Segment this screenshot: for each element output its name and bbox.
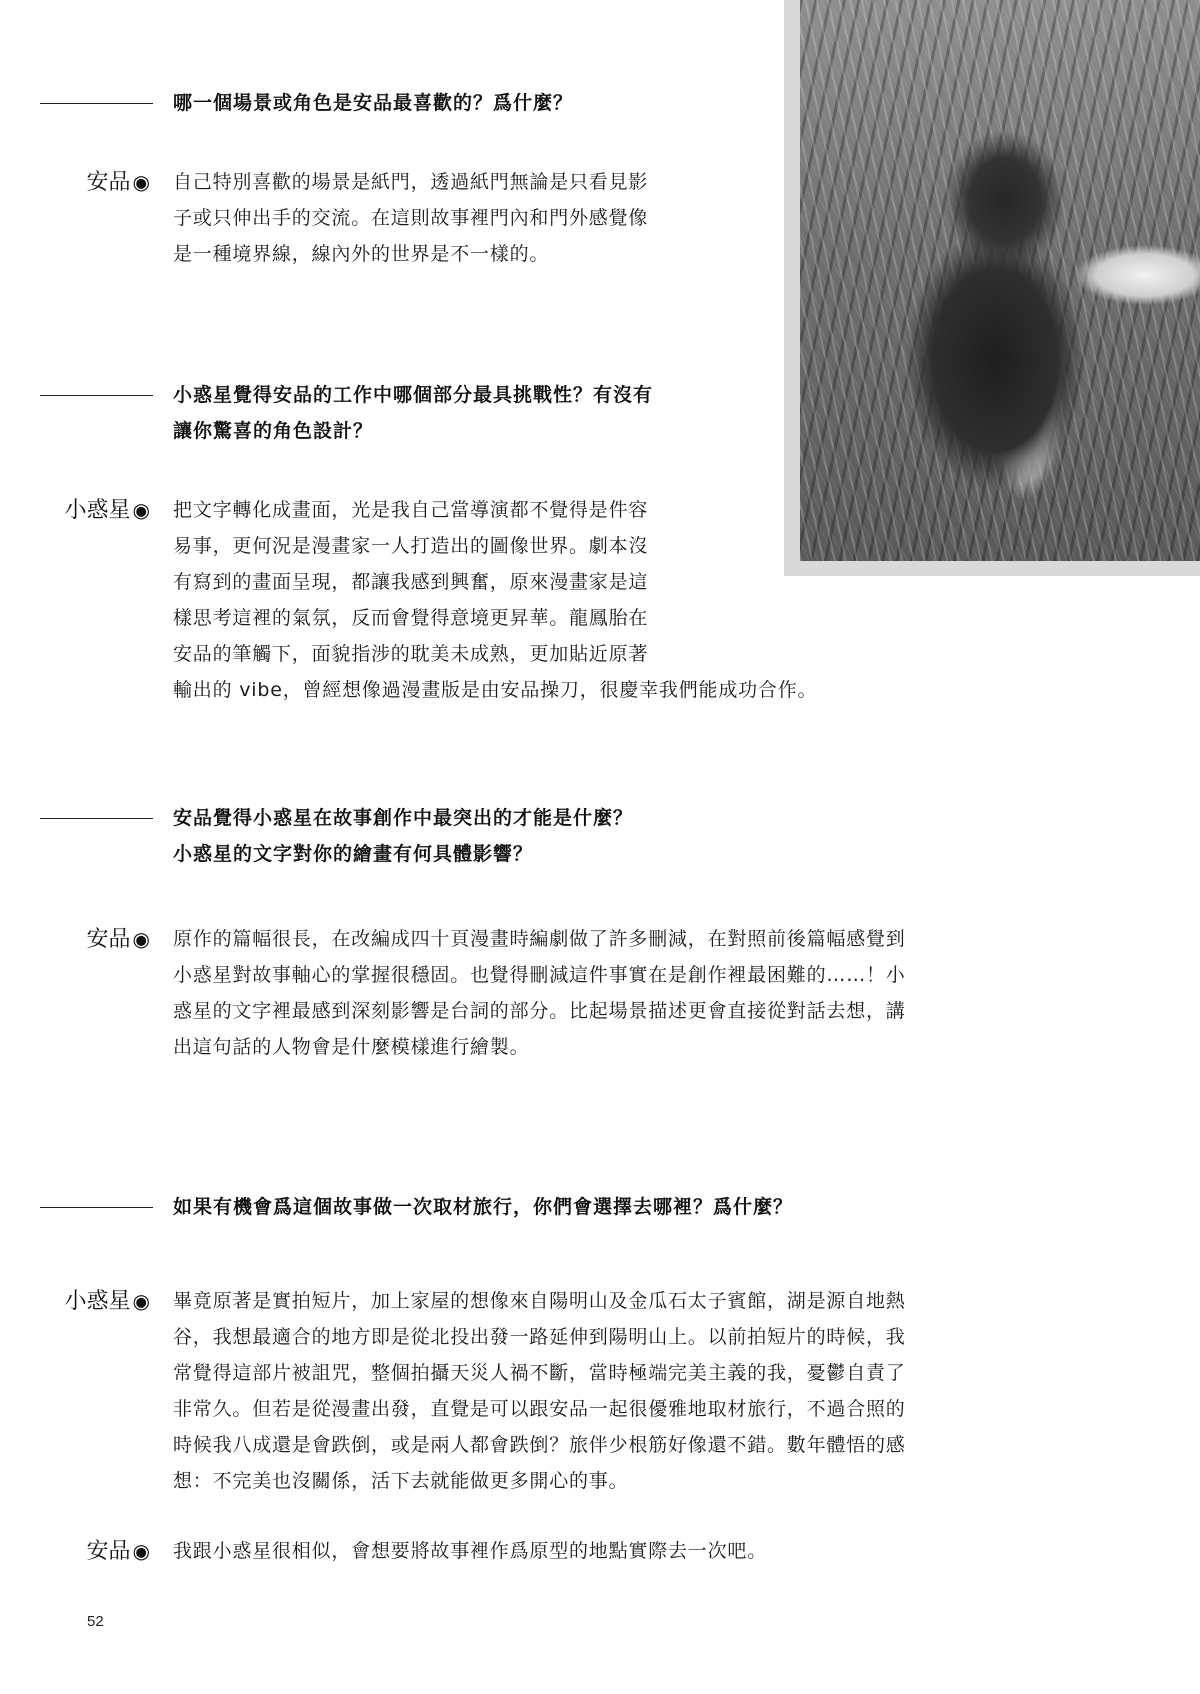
speaker-label: 小惑星 ◉ [64, 1289, 150, 1314]
speaker-marker-icon: ◉ [132, 1289, 150, 1313]
answer-1: 自己特別喜歡的場景是紙門，透過紙門無論是只看見影 子或只伸出手的交流。在這則故事裡門內和門外感覺像 是一種境界線，線內外的世界是不一樣的。 [173, 171, 649, 265]
answer-3: 原作的篇幅很長，在改編成四十頁漫畫時編劇做了許多刪減，在對照前後篇幅感覺到 小惑星對故事軸心的掌握很穩固。也覺得刪減這件事實在是創作裡最困難的……！小 惑星的文字裡最感到深刻影響是台詞的部分。比起場景描述更會直接從對話去想，講 出這句話的人物會是什麼模樣進行繪製。 [173, 928, 906, 1058]
speaker-marker-icon: ◉ [132, 927, 150, 951]
speaker-label: 小惑星 ◉ [64, 498, 150, 523]
answer-2: 把文字轉化成畫面，光是我自己當導演都不覺得是件容 易事，更何況是漫畫家一人打造出的圖像世界。劇本沒 有寫到的畫面呈現，都讓我感到興奮，原來漫畫家是這 樣思考這裡的氣氛，反而會覺得意境更昇華。龍鳳胎在 安品的筆觸下，面貌指涉的耽美未成熟，更加貼近原著 輸出的 vibe，曾經想像過漫畫版是由安品操刀，很慶幸我們能成功合作。 [173, 499, 818, 701]
speaker-label: 安品 ◉ [86, 927, 150, 952]
question-rule [40, 395, 153, 396]
speaker-marker-icon: ◉ [132, 170, 150, 194]
question-rule [40, 1207, 153, 1208]
speaker-label: 安品 ◉ [86, 170, 150, 195]
speaker-marker-icon: ◉ [132, 498, 150, 522]
question-rule [40, 103, 153, 104]
page-number: 52 [87, 1613, 104, 1630]
speaker-marker-icon: ◉ [132, 1539, 150, 1563]
question-1: 哪一個場景或角色是安品最喜歡的？爲什麼？ [173, 92, 574, 114]
speaker-label: 安品 ◉ [86, 1539, 150, 1564]
question-3: 安品覺得小惑星在故事創作中最突出的才能是什麼？ 小惑星的文字對你的繪畫有何具體影響？ [173, 807, 634, 865]
question-rule [40, 818, 153, 819]
answer-5: 我跟小惑星很相似，會想要將故事裡作爲原型的地點實際去一次吧。 [173, 1540, 768, 1562]
question-4: 如果有機會爲這個故事做一次取材旅行，你們會選擇去哪裡？爲什麼？ [173, 1196, 794, 1218]
question-2: 小惑星覺得安品的工作中哪個部分最具挑戰性？有沒有 讓你驚喜的角色設計？ [173, 384, 654, 442]
grass-portrait-photo [800, 0, 1200, 561]
answer-4: 畢竟原著是實拍短片，加上家屋的想像來自陽明山及金瓜石太子賓館，湖是源自地熱 谷，我想最適合的地方即是從北投出發一路延伸到陽明山上。以前拍短片的時候，我 常覺得這部片被詛咒，整個拍攝天災人禍不斷，當時極端完美主義的我，憂鬱自責了 非常久。但若是從漫畫出發，直覺是可以跟安品一起很優雅地取材旅行，不過合照的 時候我八成還是會跌倒，或是兩人都會跌倒？旅伴少根筋好像還不錯。數年體悟的感 想：不完美也沒關係，活下去就能做更多開心的事。 [173, 1290, 906, 1492]
